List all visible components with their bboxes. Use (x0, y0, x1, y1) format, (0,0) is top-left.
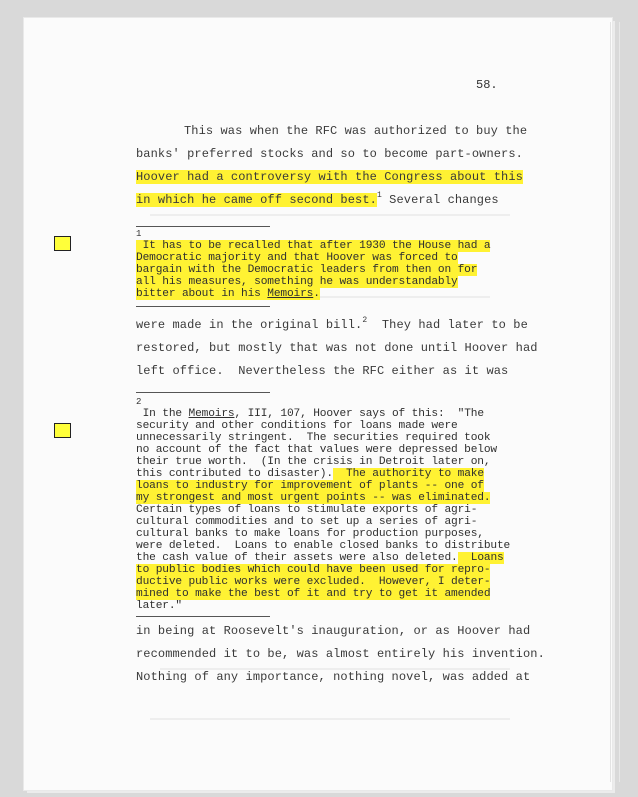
text-line: Nothing of any importance, nothing novel, was added at (136, 670, 531, 684)
footnote-line: no account of the fact that values were depressed below (136, 444, 497, 456)
text-span: They had later to be (367, 318, 528, 332)
memoirs-title: Memoirs (188, 408, 235, 420)
highlight[interactable]: Hoover had a controversy with the Congress about this (136, 170, 523, 184)
footnote-ref: 2 (362, 316, 368, 325)
highlight[interactable]: to public bodies which could have been used for repro- (136, 564, 491, 576)
footnote-line (136, 288, 320, 300)
text-line-mixed (136, 193, 499, 207)
highlight[interactable]: ductive public works were excluded. (136, 576, 366, 588)
highlight[interactable]: The authority to make (332, 468, 484, 480)
footnote-line (136, 552, 504, 564)
footnote-rule (136, 226, 270, 227)
text-span: In the (136, 408, 189, 420)
text-span: , III, 107, Hoover says of this: "The (234, 408, 484, 420)
footnote-line: their true worth. (In the crisis in Detroit later on, (136, 456, 491, 468)
bleed-through-mark (150, 718, 510, 720)
text-line (136, 318, 528, 332)
footnote-line (136, 588, 490, 600)
comment-icon[interactable] (54, 236, 71, 251)
footnote-line (136, 240, 490, 252)
text-line: in being at Roosevelt's inauguration, or as Hoover had (136, 624, 531, 638)
footnote-rule (136, 616, 270, 617)
highlight[interactable]: all his measures, something he was understandably (136, 276, 458, 288)
footnote-line (136, 408, 484, 420)
page-number: 58. (476, 78, 498, 92)
footnote-line: Certain types of loans to stimulate exports of agri- (136, 504, 478, 516)
highlight[interactable]: It has to be recalled that after 1930 the House had a (136, 240, 491, 252)
text-line: restored, but mostly that was not done until Hoover had (136, 341, 538, 355)
footnote-line (136, 564, 490, 576)
footnote-marker: 1 (136, 229, 142, 239)
text-span: . (313, 288, 320, 300)
footnote-rule (136, 306, 270, 307)
footnote-line (136, 252, 458, 264)
footnote-line: cultural banks to make loans for production purposes, (136, 528, 484, 540)
highlight[interactable]: However, I deter- (365, 576, 491, 588)
footnote-line: were deleted. Loans to enable closed banks to distribute (136, 540, 511, 552)
highlight[interactable]: loans to industry for improvement of plants -- one of (136, 480, 484, 492)
footnote-line: later." (136, 600, 182, 612)
footnote-line (136, 264, 477, 276)
footnote-line (136, 576, 490, 588)
text-line: left office. Nevertheless the RFC either as it was (136, 364, 509, 378)
text-line-highlighted (136, 170, 523, 184)
footnote-marker: 2 (136, 397, 142, 407)
footnote-line (136, 468, 484, 480)
bleed-through-mark (150, 214, 510, 216)
text-span: the cash value of their assets were also deleted. (136, 552, 458, 564)
text-span: were made in the original bill. (136, 318, 363, 332)
footnote-line (136, 480, 484, 492)
text-span: this contributed to disaster). (136, 468, 333, 480)
footnote-line: cultural commodities and to set up a series of agri- (136, 516, 478, 528)
highlight[interactable]: bargain with the Democratic leaders from then on for (136, 264, 478, 276)
footnote-line (136, 492, 490, 504)
footnote-line (136, 276, 458, 288)
text-line: recommended it to be, was almost entirely his invention. (136, 647, 545, 661)
highlight[interactable]: Loans (457, 552, 504, 564)
highlight[interactable]: Democratic majority and that Hoover was forced to (136, 252, 458, 264)
highlight[interactable]: my strongest and most urgent points -- was eliminated. (136, 492, 491, 504)
text-line: banks' preferred stocks and so to become part-owners. (136, 147, 523, 161)
highlight[interactable]: in which he came off second best. (136, 193, 377, 207)
highlight[interactable]: mined to make the best of it and try to get it amended (136, 588, 491, 600)
stacked-page-edge (610, 22, 620, 782)
footnote-line: security and other conditions for loans made were (136, 420, 458, 432)
text-span: Several changes (381, 193, 499, 207)
footnote-ref: 1 (376, 191, 382, 200)
memoirs-title: Memoirs (267, 288, 314, 300)
comment-icon[interactable] (54, 423, 71, 438)
highlight[interactable] (136, 288, 320, 300)
text-span: bitter about in his (136, 288, 268, 300)
text-line: This was when the RFC was authorized to buy the (184, 124, 528, 138)
footnote-rule (136, 392, 270, 393)
footnote-line: unnecessarily stringent. The securities required took (136, 432, 491, 444)
